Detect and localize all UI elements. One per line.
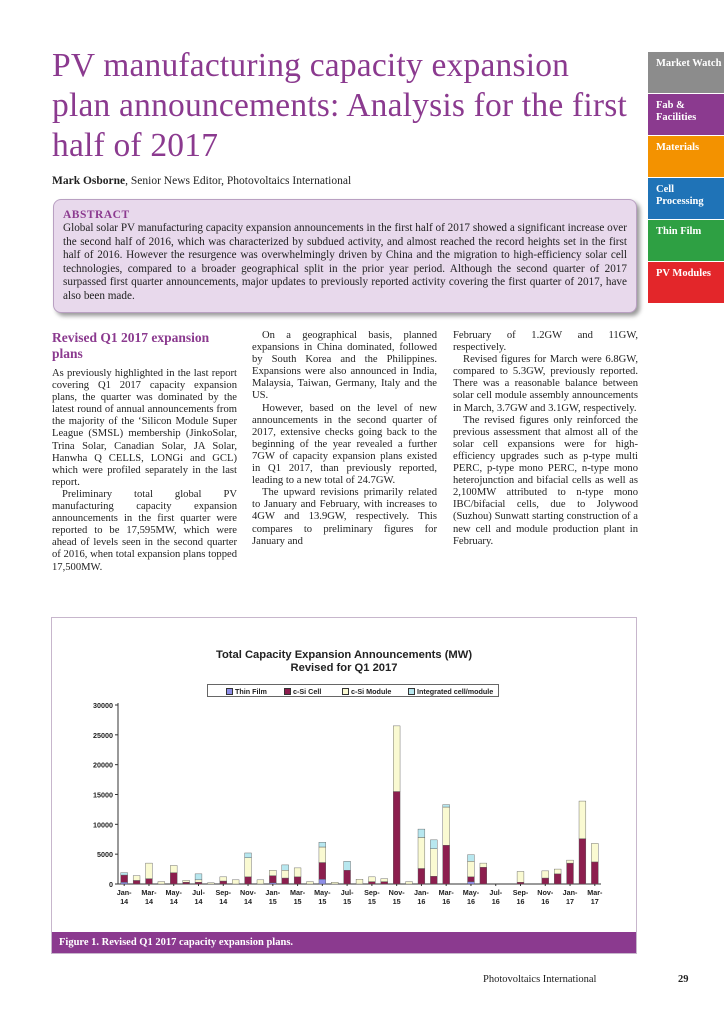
bar-segment-c-si-module xyxy=(257,880,264,884)
bar-segment-c-si-module xyxy=(245,858,252,877)
bar-segment-integrated-cell-module xyxy=(245,853,252,858)
bar-segment-c-si-cell xyxy=(121,875,128,882)
bar-segment-c-si-cell xyxy=(294,877,301,884)
bar-segment-c-si-cell xyxy=(282,878,289,884)
bar-segment-integrated-cell-module xyxy=(344,861,351,870)
bar-segment-c-si-cell xyxy=(368,882,375,884)
figure-1 xyxy=(51,617,637,954)
x-tick-label: Nov-16 xyxy=(537,888,554,906)
x-tick-label: May-15 xyxy=(314,888,331,906)
x-tick-label: Sep-15 xyxy=(364,888,380,906)
bar-segment-c-si-module xyxy=(393,726,400,792)
bar-segment-c-si-module xyxy=(430,849,437,876)
bar-segment-c-si-cell xyxy=(579,839,586,884)
figure-caption: Figure 1. Revised Q1 2017 capacity expansion plans. xyxy=(52,932,636,953)
x-tick-label: Nov-14 xyxy=(240,888,257,906)
legend-label: Thin Film xyxy=(235,687,267,696)
x-tick-label: Mar-17 xyxy=(587,888,603,906)
x-tick-label: Jul-14 xyxy=(192,888,205,906)
body-column-1 xyxy=(52,330,237,574)
bar-segment-c-si-module xyxy=(406,882,413,884)
paragraph: Revised figures for March were 6.8GW, compared to 5.3GW, previously reported. There was a reasonable balance between solar cell module assembly announcements in March, 3.7GW and 3.1GW, respectively. xyxy=(453,354,638,414)
y-tick-label: 20000 xyxy=(93,760,113,770)
bar-segment-c-si-cell xyxy=(393,792,400,884)
bar-segment-c-si-cell xyxy=(319,863,326,880)
tab-materials[interactable]: Materials xyxy=(648,136,724,177)
tab-thin-film[interactable]: Thin Film xyxy=(648,220,724,261)
paragraph: February of 1.2GW and 11GW, respectively. xyxy=(453,330,638,354)
bar-segment-c-si-cell xyxy=(269,876,276,883)
bar-segment-c-si-cell xyxy=(468,877,475,882)
bar-segment-c-si-module xyxy=(146,863,153,879)
bar-segment-integrated-cell-module xyxy=(443,805,450,807)
section-tabs xyxy=(648,52,724,304)
bar-segment-c-si-module xyxy=(443,807,450,845)
bar-segment-c-si-cell xyxy=(344,870,351,884)
bar-segment-c-si-module xyxy=(517,871,524,882)
paragraph: However, based on the level of new announcements in the second quarter of 2017, extensive checks going back to the beginning of the year revealed a further 7GW of capacity expansion plans existed in Q1 2017, than previously reported, leading to a new total of 24.7GW. xyxy=(252,402,437,487)
bar-segment-integrated-cell-module xyxy=(195,874,202,880)
bar-segment-c-si-module xyxy=(183,880,190,882)
x-tick-label: Jan-17 xyxy=(562,888,578,906)
x-tick-label: Jan-15 xyxy=(265,888,281,906)
page-number: 29 xyxy=(678,974,689,985)
x-tick-label: Jul-16 xyxy=(489,888,503,906)
x-tick-label: Mar-15 xyxy=(289,888,306,906)
bar-segment-integrated-cell-module xyxy=(319,842,326,847)
x-tick-label: May-16 xyxy=(462,888,480,906)
bar-segment-c-si-module xyxy=(418,837,425,868)
bar-segment-c-si-module xyxy=(591,843,598,861)
legend-label: c-Si Module xyxy=(351,687,392,696)
x-tick-label: Jul-15 xyxy=(340,888,354,906)
bar-segment-c-si-cell xyxy=(418,868,425,884)
bar-segment-integrated-cell-module xyxy=(418,829,425,837)
footer-journal: Photovoltaics International xyxy=(483,974,597,985)
bar-segment-c-si-module xyxy=(170,866,177,873)
bar-segment-c-si-module xyxy=(480,863,487,867)
bar-segment-thin-film xyxy=(121,882,128,884)
bar-segment-c-si-module xyxy=(195,880,202,882)
bar-segment-c-si-module xyxy=(331,882,338,884)
bar-segment-integrated-cell-module xyxy=(430,840,437,849)
bar-segment-c-si-module xyxy=(356,879,363,884)
bar-segment-thin-film xyxy=(319,879,326,884)
legend-label: c-Si Cell xyxy=(293,687,322,696)
legend-label: Integrated cell/module xyxy=(417,687,494,696)
bar-segment-c-si-module xyxy=(307,882,314,884)
paragraph: The upward revisions primarily related to January and February, with increases to 4GW and 13.9GW, respectively. This compares to preliminary figures for January and xyxy=(252,487,437,547)
bar-segment-thin-film xyxy=(468,882,475,884)
bar-segment-c-si-cell xyxy=(195,882,202,884)
bar-segment-c-si-module xyxy=(368,877,375,882)
bar-segment-integrated-cell-module xyxy=(468,855,475,862)
bar-segment-integrated-cell-module xyxy=(121,873,128,875)
paragraph: As previously highlighted in the last report covering Q1 2017 capacity expansion plans, the quarter was dominated by the latest round of annual announcements from the majority of the ‘Silicon Module Super League (SMSL) membership (JinkoSolar, Trina Solar, Canadian Solar, JA Solar, Hanwha Q CELLS, LONGi and GCL) which were profiled separately in the last report. xyxy=(52,368,237,488)
x-tick-label: Sep-16 xyxy=(512,888,529,906)
bar-segment-c-si-module xyxy=(232,880,239,884)
bar-segment-c-si-cell xyxy=(480,867,487,884)
paragraph: The revised figures only reinforced the previous assessment that almost all of the solar cell expansions were for high-efficiency upgrades such as p-type multi PERC, p-type mono PERC, n-type mono heterojunction and bifacial cells as well as 2,100MW attributed to n-type mono IBC/bifacial cells, due to Jolywood (Suzhou) Sunwatt starting construction of a new cell and module production plant in February. xyxy=(453,414,638,547)
x-tick-label: Nov-15 xyxy=(388,888,405,906)
author-name: Mark Osborne xyxy=(52,175,126,187)
tab-fab-facilities[interactable]: Fab & Facilities xyxy=(648,94,724,135)
bar-segment-c-si-cell xyxy=(554,874,561,884)
section-heading: Revised Q1 2017 expansion plans xyxy=(52,330,210,361)
bar-segment-integrated-cell-module xyxy=(282,865,289,870)
y-tick-label: 10000 xyxy=(93,820,113,830)
bar-segment-c-si-module xyxy=(158,882,165,884)
bar-segment-c-si-cell xyxy=(591,862,598,884)
abstract-text: Global solar PV manufacturing capacity expansion announcements in the first half of 2017 showed a significant increase over the second half of 2016, which was characterized by subdued activity, and almost reached the record heights set in the first half of 2016. However the resurgence was overwhelmingly driven by China and the migration to high-efficiency solar cell technologies, compared to a broader geographical split in the prior year period. Although the second quarter of 2017 surpassed first quarter announcements, major updates to previously reported activity covering the first quarter of 2017, have also been made. xyxy=(63,222,627,302)
bar-segment-c-si-cell xyxy=(381,882,388,884)
bar-segment-c-si-cell xyxy=(443,845,450,884)
y-tick-label: 25000 xyxy=(93,730,113,740)
y-tick-label: 5000 xyxy=(97,850,113,860)
bar-segment-c-si-module xyxy=(282,870,289,878)
bar-segment-c-si-cell xyxy=(430,876,437,884)
bar-segment-c-si-module xyxy=(468,861,475,877)
y-tick-label: 30000 xyxy=(93,701,113,710)
x-tick-label: Jan-14 xyxy=(116,888,132,906)
abstract-heading: ABSTRACT xyxy=(63,209,130,221)
bar-segment-c-si-module xyxy=(542,871,549,878)
tab-cell-processing[interactable]: Cell Processing xyxy=(648,178,724,219)
paragraph: On a geographical basis, planned expansions in China dominated, followed by South Korea and the Philippines. Expansions were also announced in India, Malaysia, Taiwan, Germany, Italy and the US. xyxy=(252,330,437,402)
bar-segment-c-si-cell xyxy=(542,878,549,884)
bar-segment-c-si-cell xyxy=(517,882,524,884)
paragraph: Preliminary total global PV manufacturing capacity expansion announcements in the first quarter were reported to be 17,595MW, which were ahead of levels seen in the second quarter of 2016, when total expansion plans topped 17,500MW. xyxy=(52,488,237,573)
x-tick-label: May-14 xyxy=(165,888,182,906)
article-title: PV manufacturing capacity expansion plan announcements: Analysis for the first half of 2017 xyxy=(52,47,627,164)
x-tick-label: Mar-14 xyxy=(141,888,157,906)
tab-market-watch[interactable]: Market Watch xyxy=(648,52,724,93)
x-tick-label: Jan-16 xyxy=(414,888,429,906)
y-tick-label: 15000 xyxy=(93,790,113,800)
bar-segment-c-si-cell xyxy=(567,863,574,884)
bar-segment-c-si-cell xyxy=(133,880,140,884)
tab-pv-modules[interactable]: PV Modules xyxy=(648,262,724,303)
bar-segment-c-si-module xyxy=(554,869,561,874)
bar-segment-c-si-module xyxy=(133,876,140,881)
x-tick-label: Mar-16 xyxy=(438,888,454,906)
bar-segment-c-si-module xyxy=(567,860,574,863)
chart-plot xyxy=(52,618,636,932)
author-role: , Senior News Editor, Photovoltaics International xyxy=(125,175,352,187)
body-column-2 xyxy=(252,330,437,548)
bar-segment-c-si-cell xyxy=(245,877,252,884)
bar-segment-c-si-module xyxy=(579,801,586,839)
bar-segment-c-si-module xyxy=(319,847,326,863)
bar-segment-c-si-cell xyxy=(146,879,153,884)
byline xyxy=(52,175,351,187)
y-tick-label: 0 xyxy=(109,880,113,889)
chart-subtitle: Revised for Q1 2017 xyxy=(290,662,398,674)
bar-segment-c-si-module xyxy=(269,870,276,875)
abstract-box xyxy=(53,199,637,313)
chart-title: Total Capacity Expansion Announcements (MW) xyxy=(215,649,473,661)
body-column-3 xyxy=(453,330,638,548)
bar-segment-c-si-cell xyxy=(220,881,227,884)
bar-segment-c-si-cell xyxy=(170,873,177,884)
bar-segment-c-si-cell xyxy=(183,882,190,884)
bar-segment-c-si-module xyxy=(381,879,388,882)
bar-segment-c-si-module xyxy=(294,868,301,877)
bar-segment-c-si-module xyxy=(207,883,214,884)
bar-segment-c-si-module xyxy=(220,877,227,881)
x-tick-label: Sep-14 xyxy=(215,888,232,906)
